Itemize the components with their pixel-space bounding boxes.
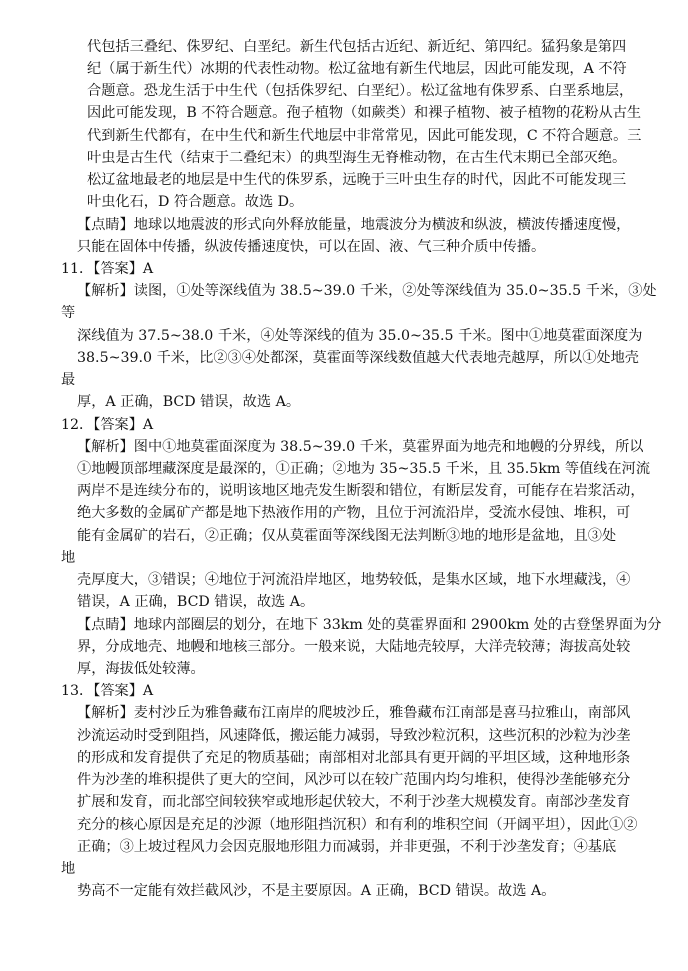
- text-line: 能有金属矿的岩石，②正确；仅从莫霍面等深线图无法判断③地的地形是盆地，且③处: [77, 528, 617, 544]
- text-line: 势高不一定能有效拦截风沙，不是主要原因。A 正确，BCD 错误。故选 A。: [77, 883, 556, 899]
- text-line: 充分的核心原因是充足的沙源（地形阻挡沉积）和有利的堆积空间（开阔平坦），因此①②: [77, 817, 638, 833]
- text-line: 件为沙垄的堆积提供了更大的空间，风沙可以在较广范围内均匀堆积，使得沙垄能够充分: [77, 772, 631, 788]
- text-line: 叶虫是古生代（结束于二叠纪末）的典型海生无脊椎动物，在古生代末期已全部灭绝。: [87, 150, 627, 166]
- text-line: 深线值为 37.5~38.0 千米，④处等深线的值为 35.0~35.5 千米。图中①地莫霍面深度为: [77, 328, 643, 344]
- text-line: 38.5~39.0 千米，比②③④处都深，莫霍面等深线数值越大代表地壳越厚，所以①处地壳: [77, 350, 639, 366]
- question-11-analysis: 【解析】读图，①处等深线值为 38.5~39.0 千米，②处等深线值为 35.0~35.5 千米，③处: [77, 283, 657, 299]
- question-13-analysis: 【解析】麦村沙丘为雅鲁藏布江南岸的爬坡沙丘，雅鲁藏布江南部是喜马拉雅山，南部风: [77, 705, 631, 721]
- text-line: 代到新生代都有，在中生代和新生代地层中非常常见，因此可能发现，C 不符合题意。三: [87, 128, 642, 144]
- text-line: ①地幔顶部埋藏深度是最深的，①正确；②地为 35~35.5 千米，且 35.5km 等值线在河流: [77, 461, 651, 477]
- text-line: 两岸不是连续分布的，说明该地区地壳发生断裂和错位，有断层发育，可能存在岩浆活动，: [77, 483, 645, 499]
- text-line: 合题意。恐龙生活于中生代（包括侏罗纪、白垩纪）。松辽盆地有侏罗系、白垩系地层，: [87, 83, 634, 99]
- text-line: 因此可能发现，B 不符合题意。孢子植物（如蕨类）和裸子植物、被子植物的花粉从古生: [87, 105, 642, 121]
- question-13-answer: 13．【答案】A: [61, 683, 154, 699]
- text-line: 代包括三叠纪、侏罗纪、白垩纪。新生代包括古近纪、新近纪、第四纪。猛犸象是第四: [87, 39, 627, 55]
- text-line: 的形成和发育提供了充足的物质基础；南部相对北部具有更开阔的平坦区域，这种地形条: [77, 750, 631, 766]
- text-line: 地: [61, 861, 76, 877]
- text-line: 等: [61, 305, 76, 321]
- text-line: 只能在固体中传播，纵波传播速度快，可以在固、液、气三种介质中传播。: [77, 239, 546, 255]
- text-line: 最: [61, 372, 76, 388]
- text-line: 地: [61, 550, 76, 566]
- text-line: 厚，海拔低处较薄。: [77, 661, 205, 677]
- text-line: 沙流运动时受到阻挡，风速降低，搬运能力减弱，导致沙粒沉积，这些沉积的沙粒为沙垄: [77, 728, 631, 744]
- question-12-answer: 12．【答案】A: [61, 417, 154, 433]
- text-line: 纪（属于新生代）冰期的代表性动物。松辽盆地有新生代地层，因此可能发现，A 不符: [87, 61, 627, 77]
- text-line: 正确；③上坡过程风力会因克服地形阻力而减弱，并非更强，不利于沙垄发育；④基底: [77, 839, 617, 855]
- text-line: 界，分成地壳、地幔和地核三部分。一般来说，大陆地壳较厚，大洋壳较薄；海拔高处较: [77, 639, 631, 655]
- note-label-line: 【点睛】地球内部圈层的划分，在地下 33km 处的莫霍界面和 2900km 处的古登堡界面为分: [77, 617, 662, 633]
- text-line: 壳厚度大，③错误；④地位于河流沿岸地区，地势较低，是集水区域，地下水埋藏浅，④: [77, 572, 631, 588]
- text-line: 松辽盆地最老的地层是中生代的侏罗系，远晚于三叶虫生存的时代，因此不可能发现三: [87, 172, 627, 188]
- text-line: 扩展和发育，而北部空间较狭窄或地形起伏较大，不利于沙垄大规模发育。南部沙垄发育: [77, 794, 631, 810]
- text-line: 叶虫化石，D 符合题意。故选 D。: [87, 194, 304, 210]
- text-line: 厚，A 正确，BCD 错误，故选 A。: [77, 394, 301, 410]
- question-12-analysis: 【解析】图中①地莫霍面深度为 38.5~39.0 千米，莫霍界面为地壳和地幔的分界线，所以: [77, 439, 644, 455]
- text-line: 错误，A 正确，BCD 错误，故选 A。: [77, 594, 315, 610]
- note-label-line: 【点睛】地球以地震波的形式向外释放能量，地震波分为横波和纵波，横波传播速度慢，: [77, 217, 631, 233]
- question-11-answer: 11．【答案】A: [61, 261, 154, 277]
- text-line: 绝大多数的金属矿产都是地下热液作用的产物，且位于河流沿岸，受流水侵蚀、堆积，可: [77, 505, 631, 521]
